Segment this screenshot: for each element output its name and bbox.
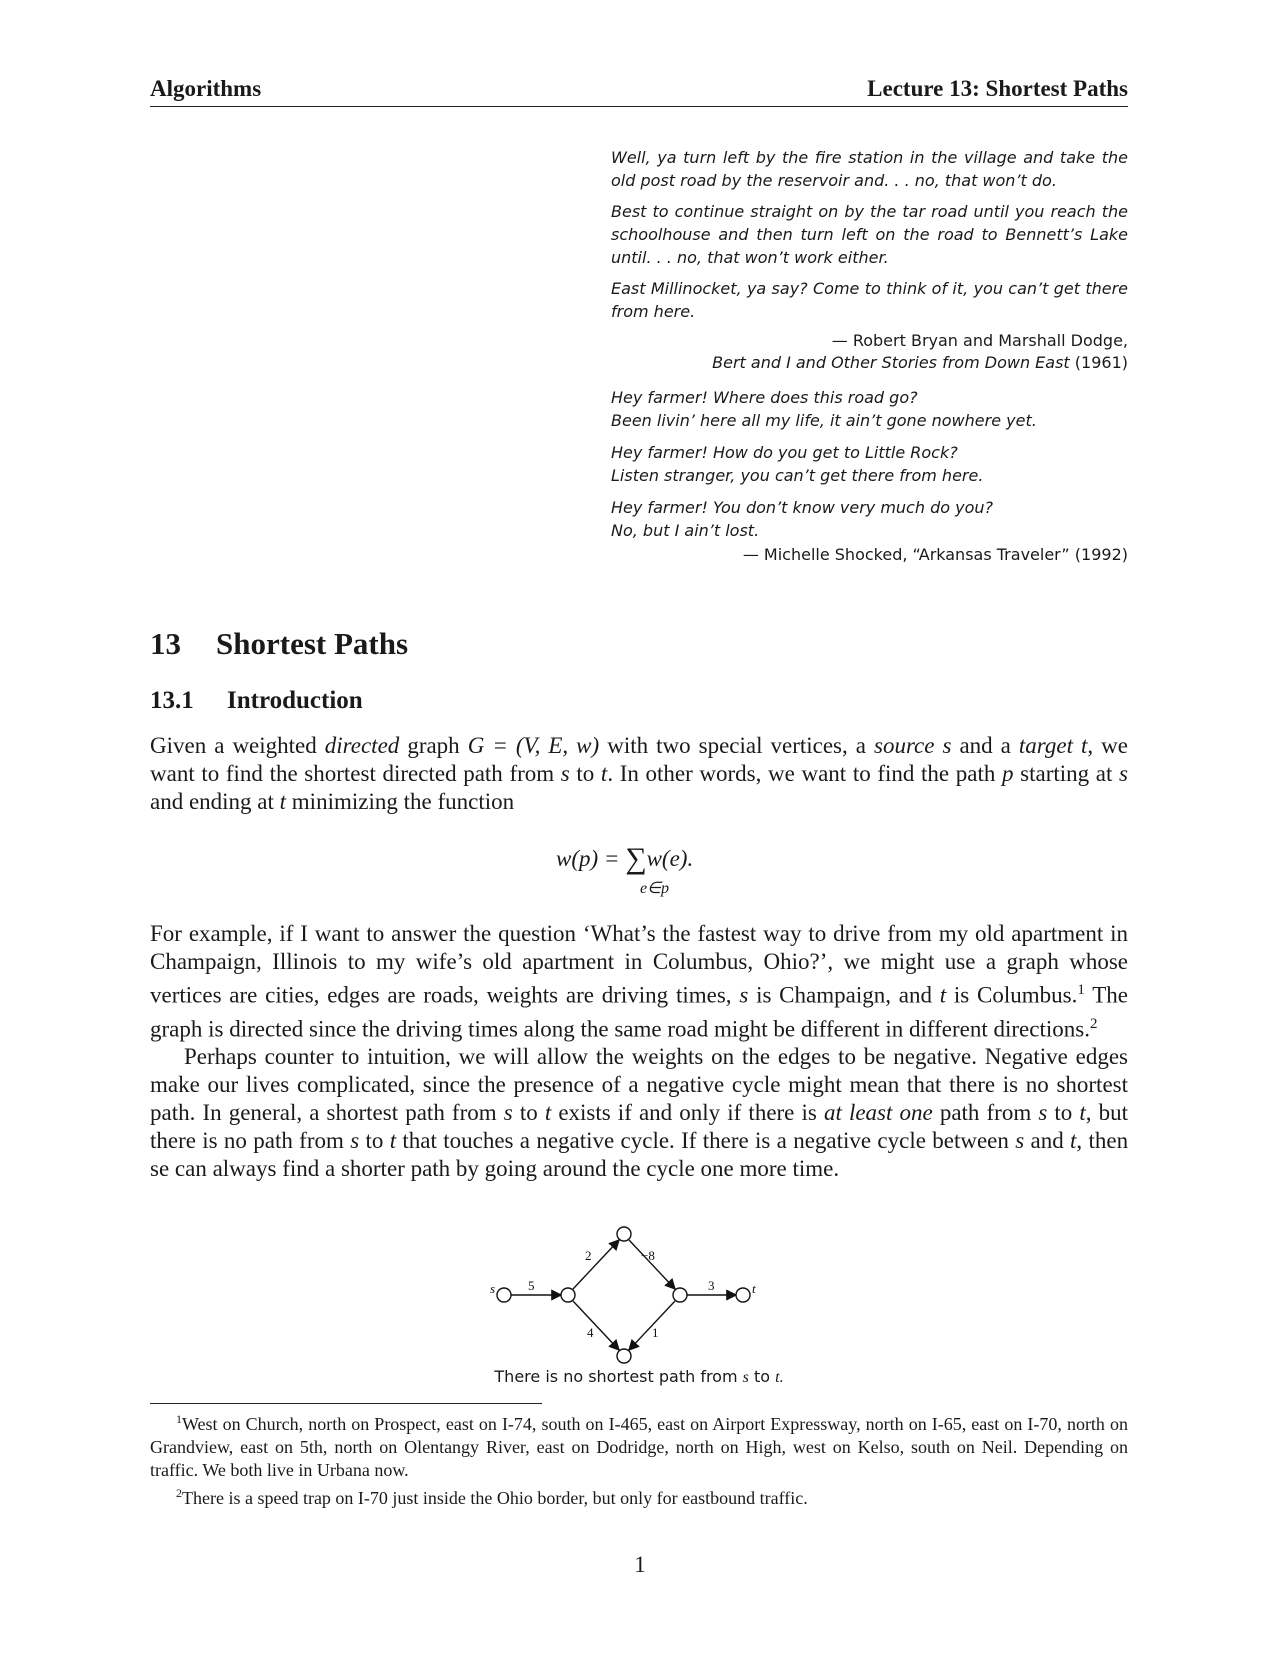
epigraph-attribution: — Michelle Shocked, “Arkansas Traveler” (1992) <box>742 545 1128 564</box>
footnote-mark: 2 <box>176 1486 182 1500</box>
edge-weight: 1 <box>652 1325 659 1340</box>
footnote-ref: 2 <box>1089 1015 1098 1032</box>
epigraph-paragraph: Best to continue straight on by the tar road until you reach the schoolhouse and then turn left on the road to Bennett’s Lake until. . . no, that won’t work either. <box>611 202 1128 267</box>
edge-weight: 3 <box>708 1278 715 1293</box>
epigraph-line: Listen stranger, you can’t get there from here. <box>611 466 984 485</box>
paragraph-negative-edges: Perhaps counter to intuition, we will allow the weights on the edges to be negative. Negative edges make our lives complicated, since the presence of a negative cycle might mean that there is no shortest path. In general, a shortest path from s to t exists if and only if there is at least one path from s to t, but there is no path from s to t that touches a negative cycle. If there is a negative cycle between s and t, then se can always find a shorter path by going around the cycle one more time. <box>150 1044 1129 1182</box>
header-lecture-title: Lecture 13: Shortest Paths <box>867 76 1128 101</box>
negative-cycle-figure <box>488 1220 808 1370</box>
attribution-book-title: Bert and I and Other Stories from Down East <box>712 353 1070 372</box>
edge-weight: 5 <box>528 1278 535 1293</box>
edge-weight: 4 <box>587 1325 594 1340</box>
figure-caption: There is no shortest path from s to t. <box>494 1367 784 1386</box>
path-weight-equation <box>556 840 694 897</box>
header-course-title: Algorithms <box>150 76 262 101</box>
edge-a-d <box>573 1301 619 1350</box>
epigraph-paragraph: Well, ya turn left by the fire station in the village and take the old post road by the reservoir and. . . no, that won’t do. <box>611 148 1128 190</box>
footnote-rule <box>150 1403 542 1404</box>
vertex-label-t: t <box>752 1281 756 1296</box>
vertex-t <box>736 1288 750 1302</box>
footnote-ref: 1 <box>1077 982 1085 998</box>
equation-rhs: w(e). <box>646 846 694 871</box>
paragraph-text: Given a weighted directed graph G = (V, E, w) with two special vertices, a source s and a target t, we want to find the shortest directed path from s to t. In other words, we want to find the path p starting at s and ending at t minimizing the function <box>150 733 1128 814</box>
equation-lhs: w(p) = <box>556 846 626 871</box>
footnote-2: $^2$There is a speed trap on I-70 just inside the Ohio border, but only for eastbound traffic. <box>176 1486 808 1508</box>
epigraph-line: Hey farmer! Where does this road go? <box>611 388 918 407</box>
body-paragraphs <box>150 920 1128 1183</box>
section-number: 13 <box>150 626 181 661</box>
attribution-year: (1961) <box>1074 353 1128 372</box>
section-title: Shortest Paths <box>216 626 409 661</box>
epigraph-line: No, but I ain’t lost. <box>611 521 760 540</box>
footnote-mark: 1 <box>176 1412 182 1426</box>
subsection-number: 13.1 <box>150 687 194 714</box>
edge-weight: 2 <box>585 1248 592 1263</box>
epigraph-line: Hey farmer! How do you get to Little Rock? <box>611 443 958 462</box>
attribution-source <box>712 352 1128 374</box>
epigraph-attribution <box>712 330 1128 374</box>
subsection-title: Introduction <box>227 687 363 714</box>
intro-paragraph <box>150 732 1128 816</box>
vertex-d <box>617 1349 631 1363</box>
section-heading <box>150 626 408 662</box>
running-header <box>150 74 1128 107</box>
edge-a-b <box>573 1240 619 1289</box>
footnotes <box>150 1408 1128 1510</box>
vertex-s <box>497 1288 511 1302</box>
epigraph-shocked <box>611 386 1128 542</box>
footnote-1: $^1$West on Church, north on Prospect, east on I-74, south on I-465, east on Airport Expressway, north on I-65, east on I-70, north on Grandview, east on 5th, north on Olentangy River, east on Dodridge, north on High, west on Kelso, south on Neil. Depending on traffic. We both live in Urbana now. <box>150 1412 1128 1480</box>
edge-weight: −8 <box>641 1248 655 1263</box>
vertex-label-s: s <box>490 1281 496 1296</box>
page-number: 1 <box>634 1552 646 1577</box>
epigraph-bryan-dodge <box>611 146 1128 323</box>
summation-subscript: e∈p <box>640 880 670 897</box>
epigraph-line: Hey farmer! You don’t know very much do you? <box>611 498 993 517</box>
summation-symbol: ∑ <box>625 842 647 875</box>
attribution-authors: — Robert Bryan and Marshall Dodge, <box>831 331 1128 350</box>
subsection-heading <box>150 687 363 715</box>
vertex-a <box>561 1288 575 1302</box>
epigraph-line: Been livin’ here all my life, it ain’t gone nowhere yet. <box>611 411 1037 430</box>
vertex-b <box>617 1227 631 1241</box>
epigraph-paragraph: East Millinocket, ya say? Come to think of it, you can’t get there from here. <box>611 279 1128 321</box>
vertex-c <box>673 1288 687 1302</box>
paragraph-example: For example, if I want to answer the question ‘What’s the fastest way to drive from my old apartment in Champaign, Illinois to my wife’s old apartment in Columbus, Ohio?’, we might use a graph whose vertices are cities, edges are roads, weights are driving times, s is Champaign, and t is Columbus.$^1$ The graph is directed since the driving times along the same road might be different in different directions.$^2$ <box>150 921 1129 1042</box>
